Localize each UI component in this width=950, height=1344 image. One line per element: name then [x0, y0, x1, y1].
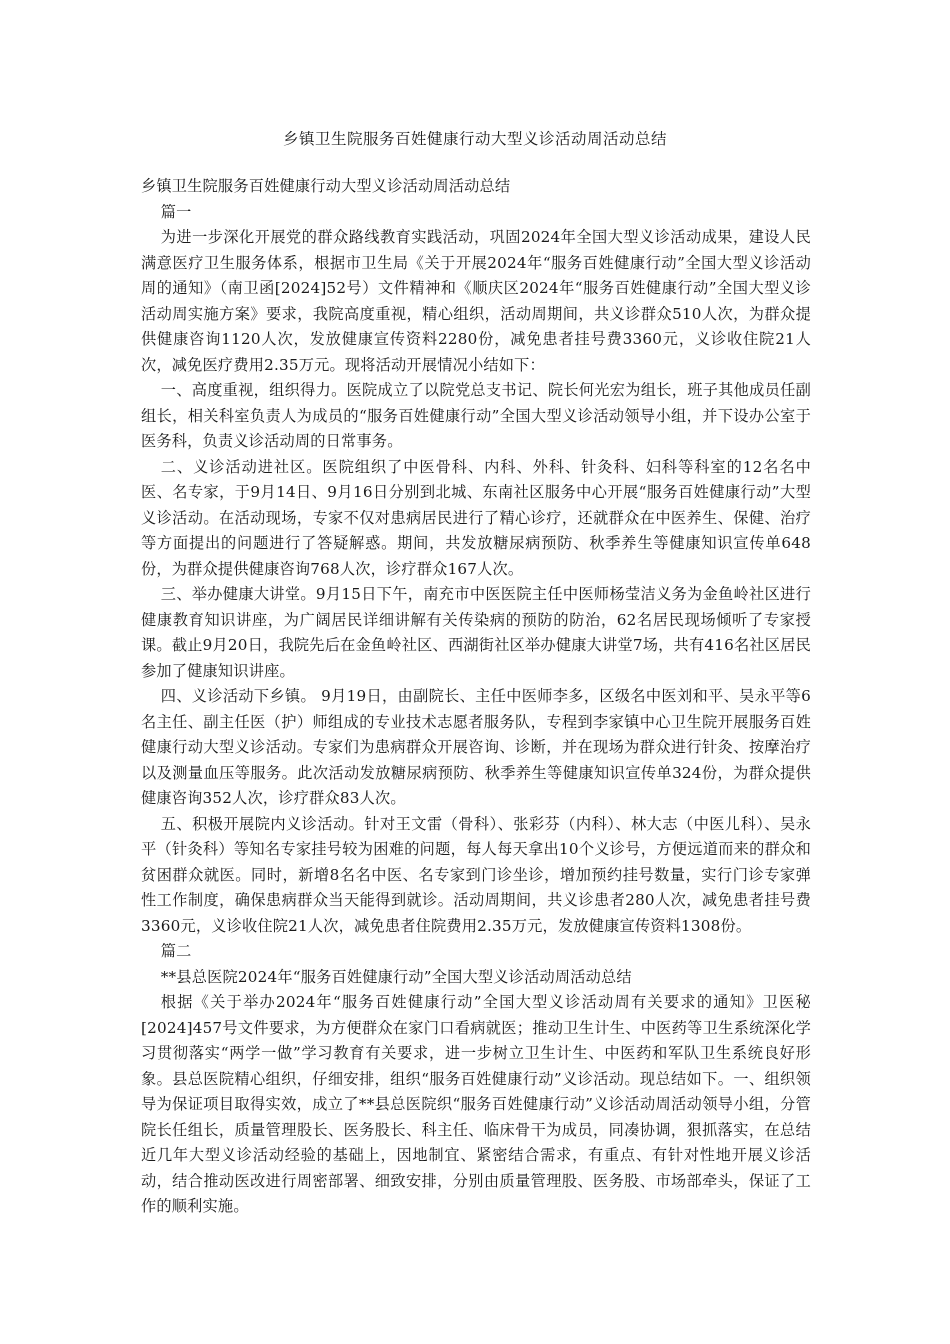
document-body — [141, 174, 811, 1220]
paragraph: 三、举办健康大讲堂。9月15日下午，南充市中医医院主任中医师杨莹洁义务为金鱼岭社区进行健康教育知识讲座，为广阔居民详细讲解有关传染病的预防的防治，62名居民现场倾听了专家授课。截止9月20日，我院先后在金鱼岭社区、西湖街社区举办健康大讲堂7场，共有416名社区居民参加了健康知识讲座。 — [141, 585, 811, 680]
paragraph: 二、义诊活动进社区。医院组织了中医骨科、内科、外科、针灸科、妇科等科室的12名名中医、名专家，于9月14日、9月16日分别到北城、东南社区服务中心开展“服务百姓健康行动”大型义诊活动。在活动现场，专家不仅对患病居民进行了精心诊疗，还就群众在中医养生、保健、治疗等方面提出的问题进行了答疑解惑。期间，共发放糖尿病预防、秋季养生等健康知识宣传单648份，为群众提供健康咨询768人次，诊疗群众167人次。 — [141, 457, 811, 578]
part-two-label: 篇二 — [160, 942, 192, 960]
document-subtitle: 乡镇卫生院服务百姓健康行动大型义诊活动周活动总结 — [141, 177, 511, 195]
document-title: 乡镇卫生院服务百姓健康行动大型义诊活动周活动总结 — [282, 130, 667, 148]
part-two-heading: **县总医院2024年“服务百姓健康行动”全国大型义诊活动周活动总结 — [160, 967, 632, 986]
paragraph: 根据《关于举办2024年“服务百姓健康行动”全国大型义诊活动周有关要求的通知》卫医秘[2024]457号文件要求，为方便群众在家门口看病就医；推动卫生计生、中医药等卫生系统深化学习贯彻落实“两学一做”学习教育有关要求，进一步树立卫生计生、中医药和军队卫生系统良好形象。县总医院精心组织，仔细安排，组织“服务百姓健康行动”义诊活动。现总结如下。一、组织领导为保证项目取得实效，成立了**县总医院织“服务百姓健康行动”义诊活动周活动领导小组，分管院长任组长，质量管理股长、医务股长、科主任、临床骨干为成员，同凑协调，狠抓落实，在总结近几年大型义诊活动经验的基础上，因地制宜、紧密结合需求，有重点、有针对性地开展义诊活动，结合推动医改进行周密部署、细致安排，分别由质量管理股、医务股、市场部牵头，保证了工作的顺利实施。 — [141, 993, 811, 1215]
part-one-label: 篇一 — [160, 202, 192, 221]
paragraph: 为进一步深化开展党的群众路线教育实践活动，巩固2024年全国大型义诊活动成果，建设人民满意医疗卫生服务体系，根据市卫生局《关于开展2024年“服务百姓健康行动”全国大型义诊活动周的通知》（南卫函[2024]52号）文件精神和《顺庆区2024年“服务百姓健康行动”全国大型义诊活动周实施方案》要求，我院高度重视，精心组织，活动周期间，共义诊群众510人次，为群众提供健康咨询1120人次，发放健康宣传资料2280份，减免患者挂号费3360元，义诊收住院21人次，减免医疗费用2.35万元。现将活动开展情况小结如下： — [141, 228, 811, 374]
paragraph: 五、积极开展院内义诊活动。针对王文雷（骨科）、张彩芬（内科）、林大志（中医儿科）、吴永平（针灸科）等知名专家挂号较为困难的问题，每人每天拿出10个义诊号，方便远道而来的群众和贫困群众就医。同时，新增8名名中医、名专家到门诊坐诊，增加预约挂号数量，实行门诊专家弹性工作制度，确保患病群众当天能得到就诊。活动周期间，共义诊患者280人次，减免患者挂号费3360元，义诊收住院21人次，减免患者住院费用2.35万元，发放健康宣传资料1308份。 — [141, 814, 811, 935]
paragraph: 四、义诊活动下乡镇。 9月19日，由副院长、主任中医师李多，区级名中医刘和平、吴永平等6名主任、副主任医（护）师组成的专业技术志愿者服务队，专程到李家镇中心卫生院开展服务百姓健康行动大型义诊活动。专家们为患病群众开展咨询、诊断，并在现场为群众进行针灸、按摩治疗以及测量血压等服务。此次活动发放糖尿病预防、秋季养生等健康知识宣传单324份，为群众提供健康咨询352人次，诊疗群众83人次。 — [141, 687, 811, 807]
paragraph: 一、高度重视，组织得力。医院成立了以院党总支书记、院长何光宏为组长，班子其他成员任副组长，相关科室负责人为成员的“服务百姓健康行动”全国大型义诊活动领导小组，并下设办公室于医务科，负责义诊活动周的日常事务。 — [141, 381, 811, 450]
